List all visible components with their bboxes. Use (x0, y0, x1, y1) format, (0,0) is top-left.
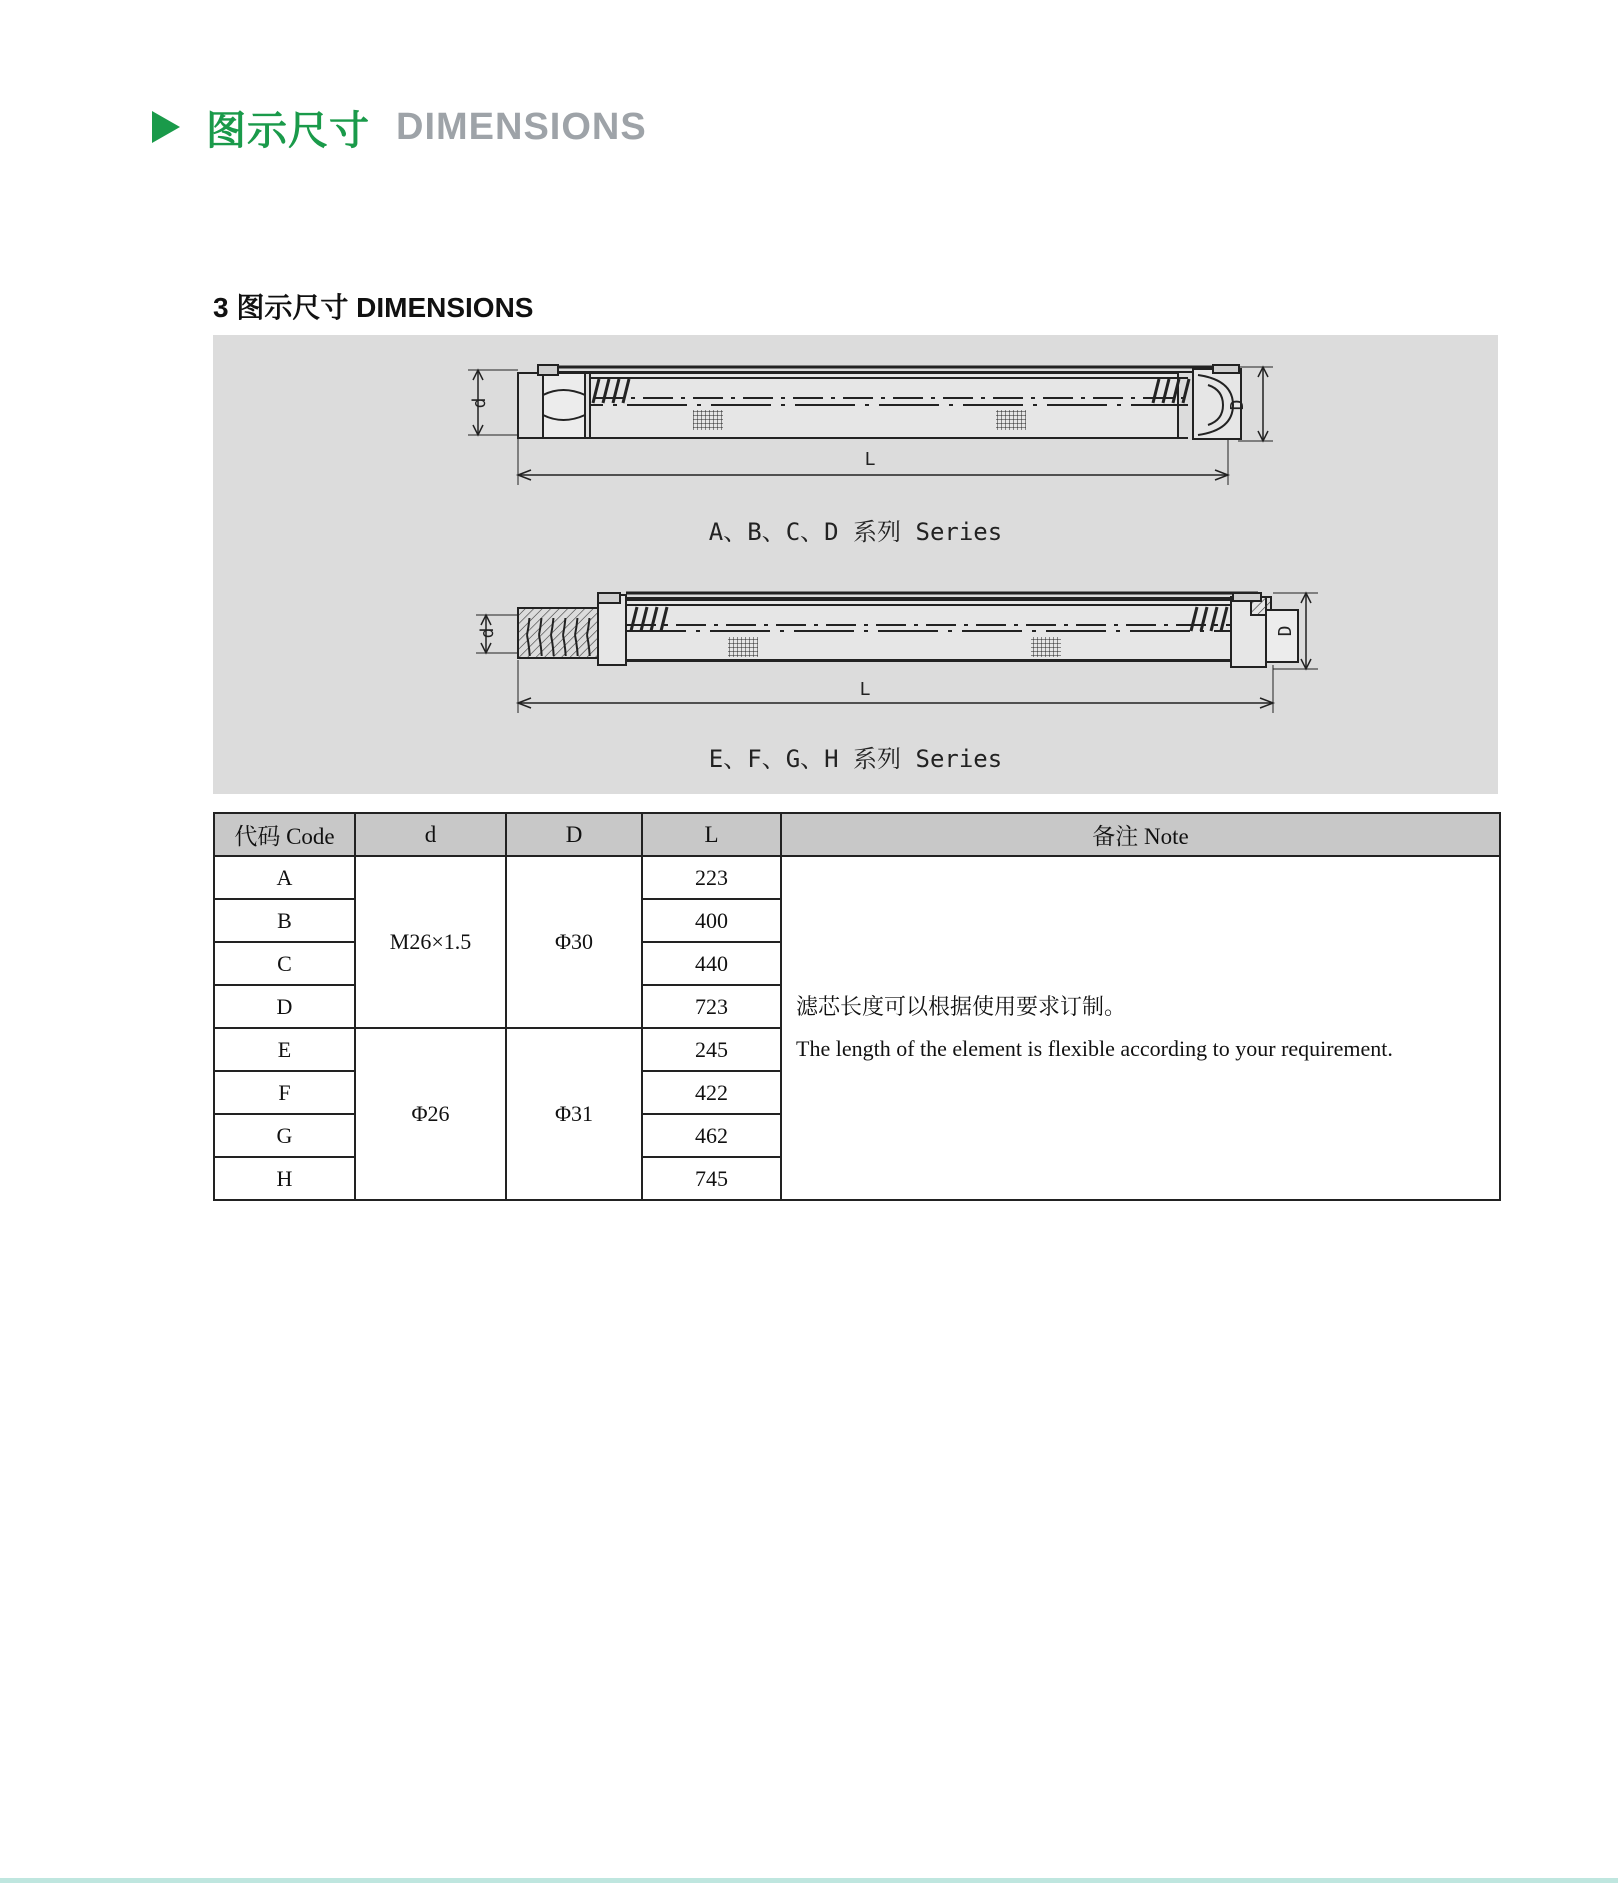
length-cell: 723 (642, 985, 781, 1028)
header-D: D (506, 813, 642, 856)
section-title: 3 图示尺寸 DIMENSIONS (213, 292, 534, 323)
play-triangle-icon (152, 111, 180, 143)
code-cell: E (214, 1028, 355, 1071)
header-note: 备注 Note (781, 813, 1500, 856)
code-cell: H (214, 1157, 355, 1200)
top-dim-length-label: L (864, 449, 876, 470)
code-cell: A (214, 856, 355, 899)
bottom-dim-length-label: L (859, 679, 871, 700)
code-cell: D (214, 985, 355, 1028)
header-L: L (642, 813, 781, 856)
bottom-element-drawing (476, 593, 1318, 713)
table-row (214, 856, 1500, 899)
dimensions-table (213, 812, 1501, 1201)
code-cell: F (214, 1071, 355, 1114)
top-dim-large-label: D (1227, 399, 1248, 411)
code-cell: C (214, 942, 355, 985)
page-header (152, 102, 647, 152)
d-cell-group2: Φ26 (355, 1028, 506, 1200)
length-cell: 440 (642, 942, 781, 985)
length-cell: 745 (642, 1157, 781, 1200)
D-cell-group1: Φ30 (506, 856, 642, 1028)
code-cell: B (214, 899, 355, 942)
top-series-label: A、B、C、D 系列 Series (708, 518, 1003, 546)
filter-element-drawings (213, 335, 1498, 794)
length-cell: 400 (642, 899, 781, 942)
dimension-drawing-panel (213, 335, 1498, 794)
length-cell: 223 (642, 856, 781, 899)
length-cell: 462 (642, 1114, 781, 1157)
bottom-series-label: E、F、G、H 系列 Series (708, 745, 1003, 773)
length-cell: 245 (642, 1028, 781, 1071)
header-title-cn: 图示尺寸 (206, 107, 370, 154)
table-header-row (214, 813, 1500, 856)
note-cell (781, 856, 1500, 1200)
D-cell-group2: Φ31 (506, 1028, 642, 1200)
length-cell: 422 (642, 1071, 781, 1114)
d-cell-group1: M26×1.5 (355, 856, 506, 1028)
code-cell: G (214, 1114, 355, 1157)
bottom-dim-small-label: d (477, 627, 498, 639)
header-d: d (355, 813, 506, 856)
bottom-dim-large-label: D (1275, 625, 1296, 637)
header-code: 代码 Code (214, 813, 355, 856)
note-en: The length of the element is flexible according to your requirement. (796, 1036, 1393, 1061)
note-cn: 滤芯长度可以根据使用要求订制。 (796, 994, 1127, 1019)
footer-bar (0, 1878, 1618, 1883)
header-title-en: DIMENSIONS (396, 105, 647, 148)
top-dim-small-label: d (469, 397, 490, 409)
